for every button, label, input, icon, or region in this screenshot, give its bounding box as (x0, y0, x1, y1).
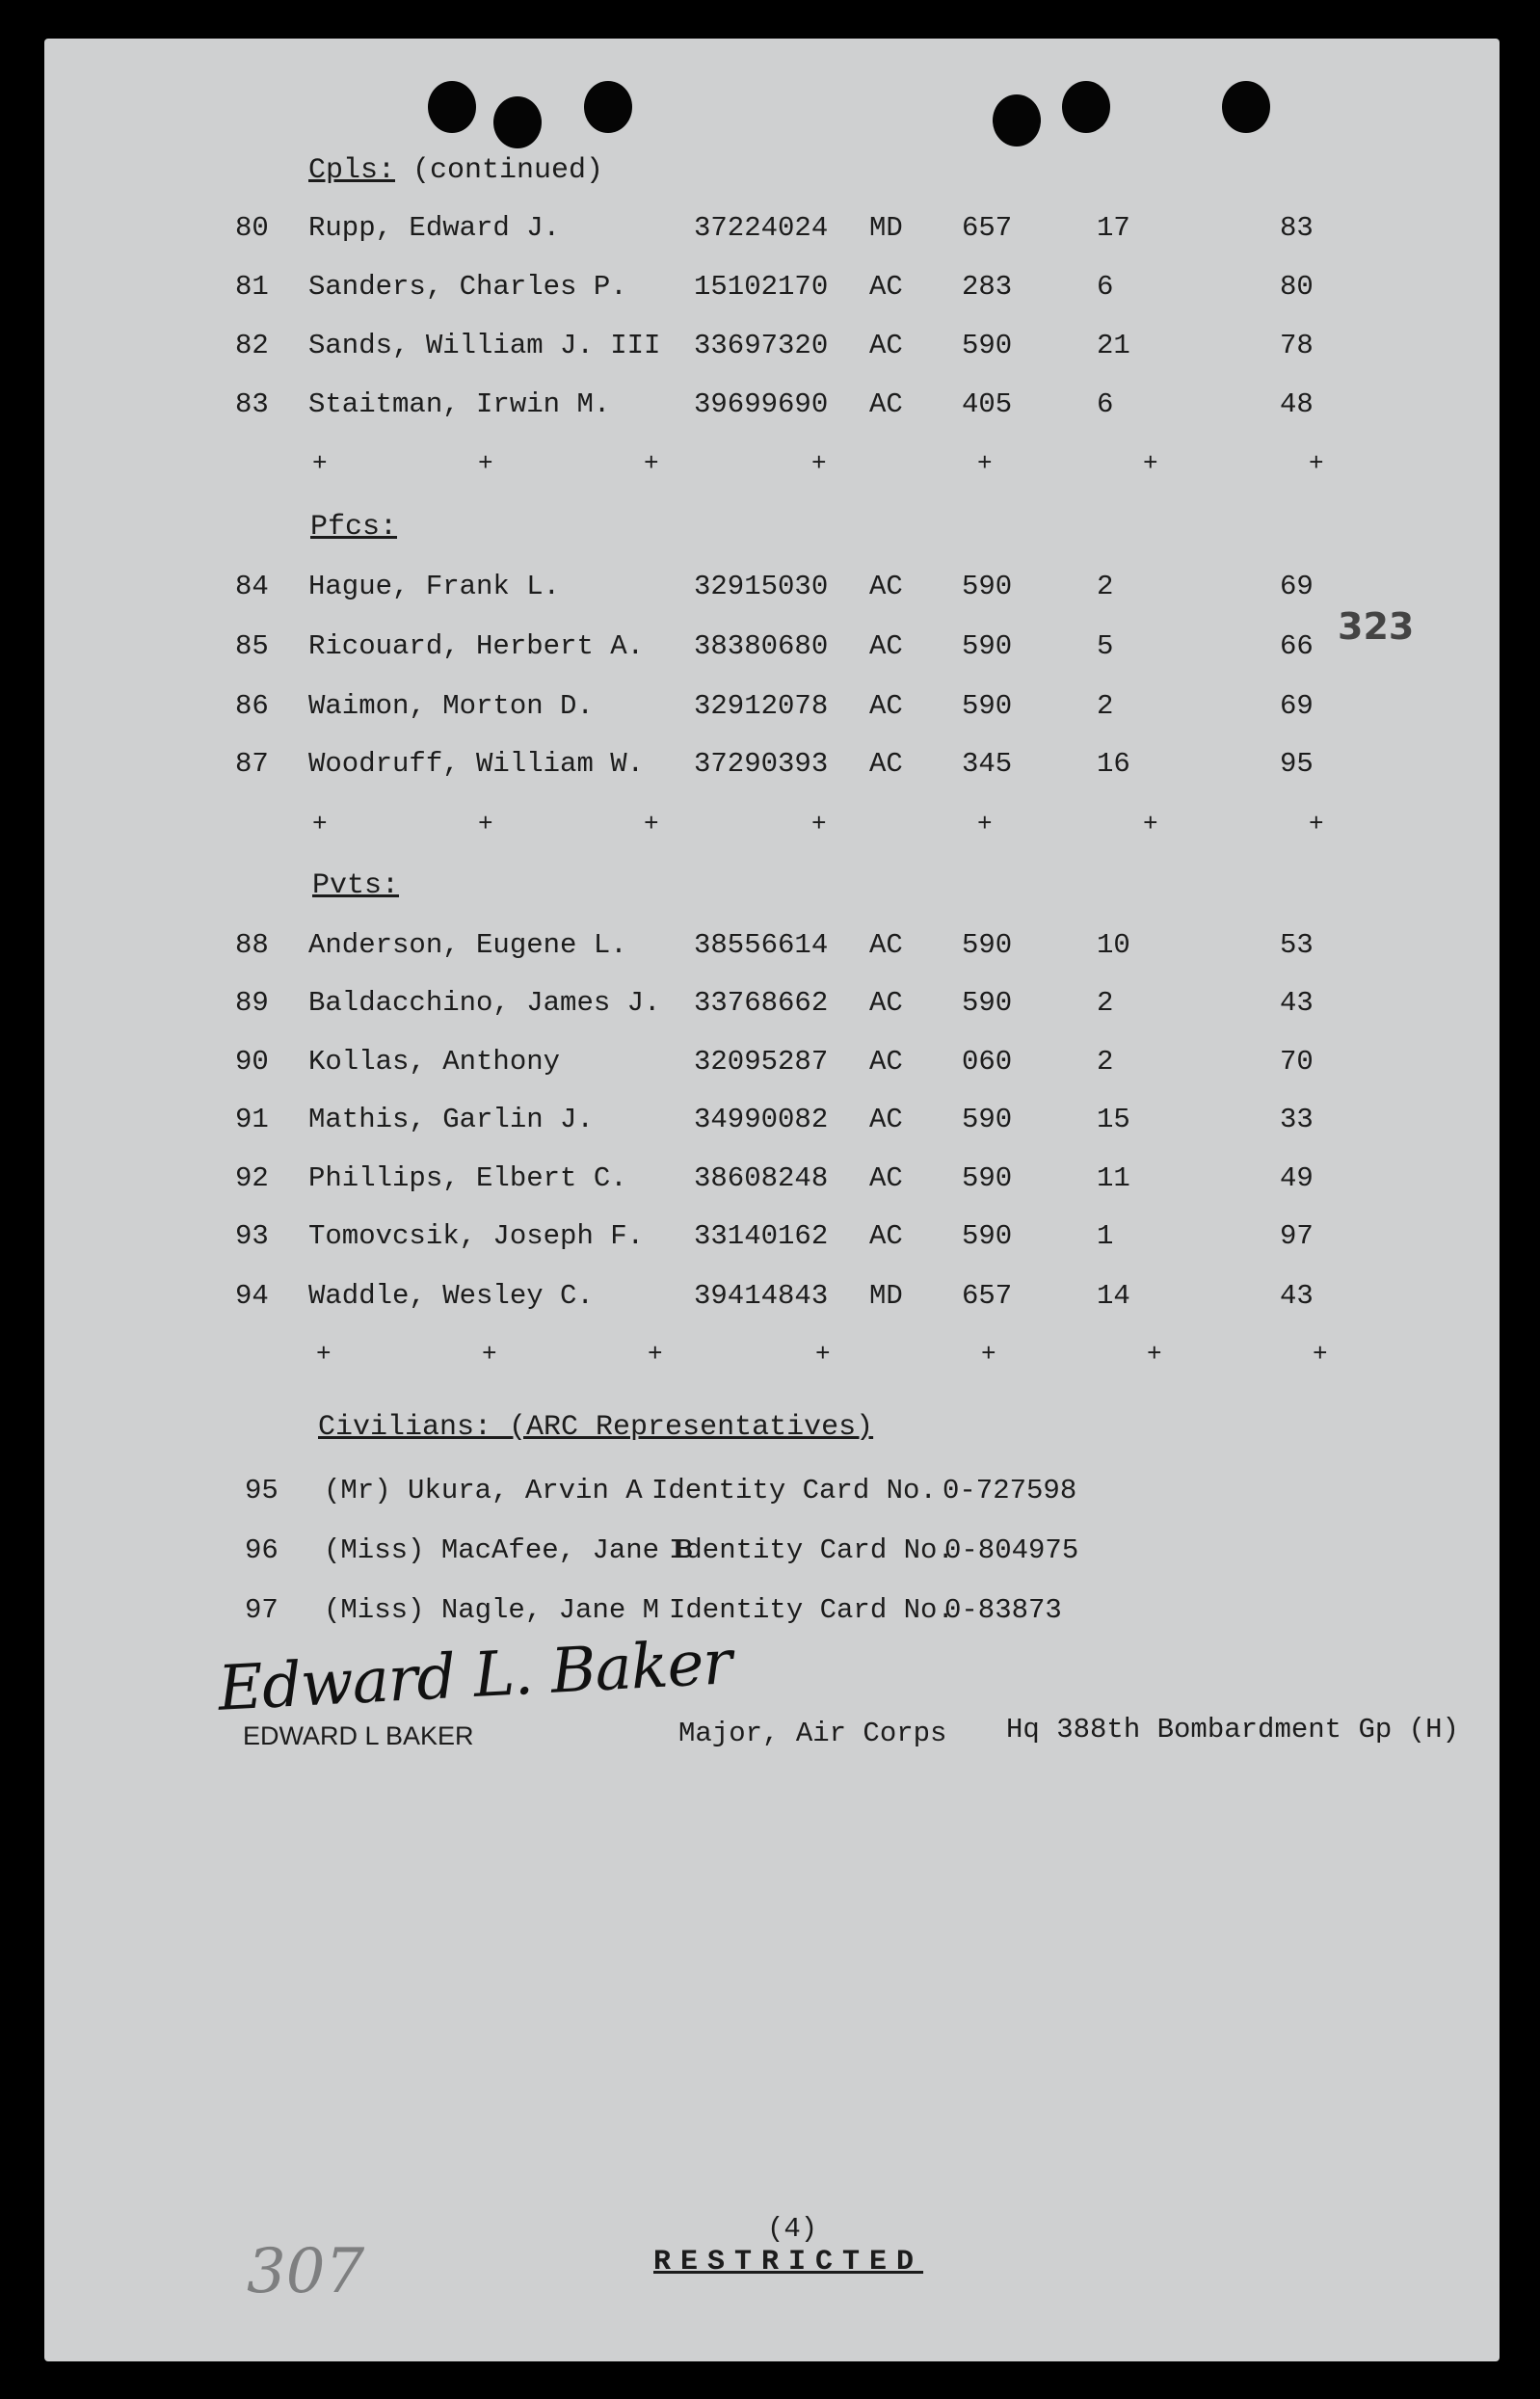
row-value-b: 69 (1280, 571, 1314, 602)
signatory-unit: Hq 388th Bombardment Gp (H) (1006, 1714, 1459, 1746)
table-row (44, 748, 1500, 786)
row-branch: MD (869, 1280, 903, 1312)
separator-mark: + (1313, 1340, 1328, 1369)
table-row (44, 929, 1500, 968)
row-name: Hague, Frank L. (308, 571, 561, 602)
section-heading-label: Pvts: (312, 869, 400, 902)
table-row (44, 271, 1500, 309)
table-row (44, 1162, 1500, 1201)
separator-mark: + (811, 449, 827, 478)
row-code: 590 (962, 1104, 1013, 1135)
row-serial: 37290393 (694, 748, 829, 780)
row-value-a: 6 (1097, 271, 1114, 303)
row-name: Woodruff, William W. (308, 748, 645, 780)
row-code: 283 (962, 271, 1013, 303)
row-name: Mathis, Garlin J. (308, 1104, 594, 1135)
punch-hole (993, 94, 1041, 147)
row-value-a: 11 (1097, 1162, 1130, 1194)
row-value-b: 43 (1280, 1280, 1314, 1312)
row-code: 657 (962, 1280, 1013, 1312)
table-row (44, 212, 1500, 251)
row-branch: AC (869, 1220, 903, 1252)
separator-mark: + (1143, 810, 1158, 839)
row-code: 590 (962, 1220, 1013, 1252)
row-value-a: 21 (1097, 330, 1130, 361)
row-value-b: 95 (1280, 748, 1314, 780)
row-value-a: 16 (1097, 748, 1130, 780)
separator-mark: + (312, 449, 328, 478)
row-value-b: 48 (1280, 388, 1314, 420)
row-number: 82 (235, 330, 269, 361)
section-heading-pvts (312, 869, 399, 902)
separator-mark: + (1309, 449, 1324, 478)
row-value-b: 43 (1280, 987, 1314, 1019)
row-serial: 32912078 (694, 690, 829, 722)
row-branch: AC (869, 571, 903, 602)
separator-mark: + (1147, 1340, 1162, 1369)
row-id-label: Identity Card No. (669, 1534, 954, 1566)
separator-mark: + (482, 1340, 497, 1369)
row-number: 93 (235, 1220, 269, 1252)
handwritten-page-number: 307 (247, 2236, 365, 2307)
separator-mark: + (815, 1340, 831, 1369)
signatory-rank: Major, Air Corps (678, 1718, 947, 1749)
row-code: 060 (962, 1046, 1013, 1078)
row-value-a: 2 (1097, 1046, 1114, 1078)
row-branch: AC (869, 271, 903, 303)
row-branch: AC (869, 690, 903, 722)
row-number: 80 (235, 212, 269, 244)
punch-hole (493, 96, 542, 148)
separator-mark: + (977, 810, 993, 839)
row-value-a: 2 (1097, 690, 1114, 722)
row-value-b: 66 (1280, 630, 1314, 662)
margin-page-stamp: 323 (1338, 605, 1415, 648)
row-number: 84 (235, 571, 269, 602)
row-serial: 32915030 (694, 571, 829, 602)
row-branch: AC (869, 987, 903, 1019)
row-name: Tomovcsik, Joseph F. (308, 1220, 645, 1252)
row-value-b: 49 (1280, 1162, 1314, 1194)
separator-mark: + (1143, 449, 1158, 478)
section-heading-suffix: (continued) (412, 154, 604, 187)
separator-mark: + (644, 810, 659, 839)
separator-mark: + (312, 810, 328, 839)
row-name: (Miss) MacAfee, Jane B (324, 1534, 693, 1566)
row-code: 590 (962, 987, 1013, 1019)
row-value-a: 17 (1097, 212, 1130, 244)
row-number: 81 (235, 271, 269, 303)
row-value-b: 33 (1280, 1104, 1314, 1135)
row-name: Sands, William J. III (308, 330, 661, 361)
row-serial: 38380680 (694, 630, 829, 662)
row-name: Waddle, Wesley C. (308, 1280, 594, 1312)
table-row (44, 690, 1500, 729)
row-number: 85 (235, 630, 269, 662)
row-number: 92 (235, 1162, 269, 1194)
row-code: 590 (962, 929, 1013, 961)
row-serial: 15102170 (694, 271, 829, 303)
table-row (44, 1220, 1500, 1259)
separator-mark: + (981, 1340, 996, 1369)
row-id-number: 0-804975 (944, 1534, 1079, 1566)
row-number: 89 (235, 987, 269, 1019)
table-row (44, 388, 1500, 427)
row-number: 83 (235, 388, 269, 420)
row-name: Ricouard, Herbert A. (308, 630, 645, 662)
row-name: Phillips, Elbert C. (308, 1162, 627, 1194)
row-value-a: 5 (1097, 630, 1114, 662)
row-value-b: 69 (1280, 690, 1314, 722)
row-branch: AC (869, 330, 903, 361)
row-serial: 33140162 (694, 1220, 829, 1252)
row-name: Staitman, Irwin M. (308, 388, 611, 420)
row-branch: AC (869, 1162, 903, 1194)
row-value-b: 70 (1280, 1046, 1314, 1078)
row-serial: 33697320 (694, 330, 829, 361)
row-branch: AC (869, 388, 903, 420)
row-value-a: 6 (1097, 388, 1114, 420)
row-value-b: 80 (1280, 271, 1314, 303)
row-branch: AC (869, 748, 903, 780)
row-name: Anderson, Eugene L. (308, 929, 627, 961)
row-serial: 33768662 (694, 987, 829, 1019)
row-name: Rupp, Edward J. (308, 212, 561, 244)
row-serial: 38556614 (694, 929, 829, 961)
row-name: Baldacchino, James J. (308, 987, 661, 1019)
row-name: (Mr) Ukura, Arvin A (324, 1475, 643, 1506)
separator-mark: + (316, 1340, 332, 1369)
typed-signatory-name: EDWARD L BAKER (243, 1721, 474, 1750)
row-number: 87 (235, 748, 269, 780)
row-value-a: 2 (1097, 987, 1114, 1019)
table-row (44, 330, 1500, 368)
section-heading-label: Cpls: (308, 154, 396, 187)
row-value-a: 2 (1097, 571, 1114, 602)
separator-mark: + (478, 810, 493, 839)
separator-mark: + (977, 449, 993, 478)
classification-marking: RESTRICTED (653, 2246, 924, 2279)
row-code: 405 (962, 388, 1013, 420)
punch-hole (584, 81, 632, 133)
page-number: (4) (767, 2213, 818, 2245)
row-serial: 34990082 (694, 1104, 829, 1135)
row-code: 590 (962, 330, 1013, 361)
row-number: 91 (235, 1104, 269, 1135)
section-heading-civilians: Civilians: (ARC Representatives) (318, 1411, 874, 1444)
row-serial: 32095287 (694, 1046, 829, 1078)
row-id-label: Identity Card No. (669, 1594, 954, 1626)
row-id-number: 0-727598 (943, 1475, 1077, 1506)
table-row (44, 1046, 1500, 1084)
row-number: 88 (235, 929, 269, 961)
row-value-b: 78 (1280, 330, 1314, 361)
row-value-b: 53 (1280, 929, 1314, 961)
separator-mark: + (478, 449, 493, 478)
row-serial: 39699690 (694, 388, 829, 420)
row-branch: AC (869, 929, 903, 961)
row-number: 95 (245, 1475, 279, 1506)
section-heading-cpls (308, 154, 603, 187)
section-heading-pfcs (310, 511, 397, 544)
row-name: Waimon, Morton D. (308, 690, 594, 722)
document-page (44, 39, 1500, 2361)
row-code: 590 (962, 630, 1013, 662)
row-branch: AC (869, 1046, 903, 1078)
section-heading-label: Pfcs: (310, 511, 398, 544)
row-branch: MD (869, 212, 903, 244)
punch-hole (1062, 81, 1110, 133)
punch-hole (1222, 81, 1270, 133)
row-value-b: 97 (1280, 1220, 1314, 1252)
table-row (44, 630, 1500, 669)
punch-hole (428, 81, 476, 133)
row-value-b: 83 (1280, 212, 1314, 244)
row-code: 590 (962, 690, 1013, 722)
row-number: 94 (235, 1280, 269, 1312)
row-serial: 37224024 (694, 212, 829, 244)
separator-mark: + (648, 1340, 663, 1369)
row-value-a: 10 (1097, 929, 1130, 961)
row-name: Sanders, Charles P. (308, 271, 627, 303)
row-value-a: 1 (1097, 1220, 1114, 1252)
row-number: 90 (235, 1046, 269, 1078)
row-code: 590 (962, 571, 1013, 602)
row-serial: 39414843 (694, 1280, 829, 1312)
row-code: 590 (962, 1162, 1013, 1194)
separator-mark: + (1309, 810, 1324, 839)
separator-mark: + (811, 810, 827, 839)
row-code: 657 (962, 212, 1013, 244)
row-number: 97 (245, 1594, 279, 1626)
row-branch: AC (869, 630, 903, 662)
row-code: 345 (962, 748, 1013, 780)
table-row (44, 1104, 1500, 1142)
handwritten-signature: Edward L. Baker (216, 1627, 733, 1725)
separator-mark: + (644, 449, 659, 478)
row-id-number: 0-83873 (944, 1594, 1062, 1626)
row-branch: AC (869, 1104, 903, 1135)
table-row (44, 571, 1500, 609)
row-value-a: 14 (1097, 1280, 1130, 1312)
row-serial: 38608248 (694, 1162, 829, 1194)
row-value-a: 15 (1097, 1104, 1130, 1135)
row-id-label: Identity Card No. (651, 1475, 937, 1506)
row-number: 86 (235, 690, 269, 722)
table-row (44, 1280, 1500, 1319)
row-name: Kollas, Anthony (308, 1046, 561, 1078)
table-row (44, 987, 1500, 1026)
row-number: 96 (245, 1534, 279, 1566)
row-name: (Miss) Nagle, Jane M (324, 1594, 660, 1626)
